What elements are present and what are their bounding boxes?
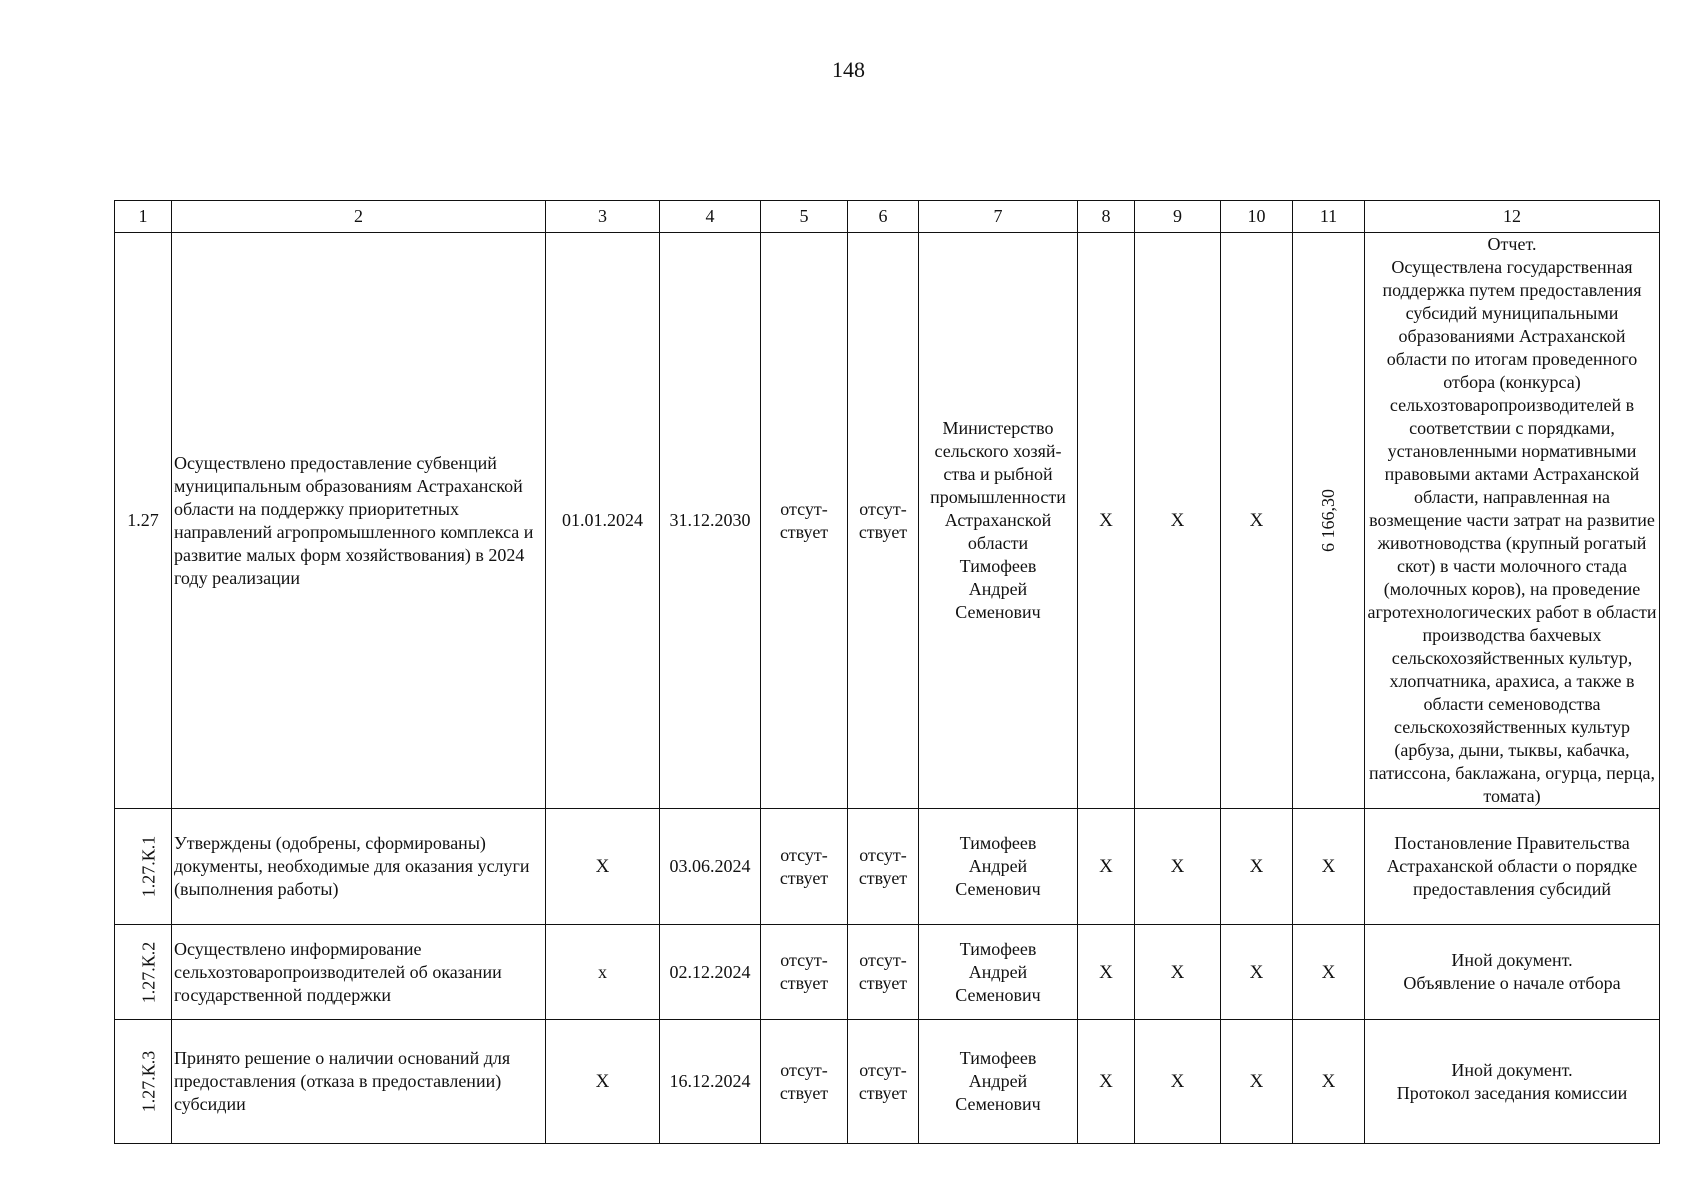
col9-value: X (1135, 233, 1221, 809)
col9-value: X (1135, 809, 1221, 925)
responsible-line: сельского хозяй- (934, 441, 1062, 461)
result-text: Постановление Правительства Астраханской области о порядке предоставления субсидий (1365, 809, 1660, 925)
responsible-line: Министерство (942, 418, 1054, 438)
responsible-line: Андрей (968, 579, 1028, 599)
end-date: 02.12.2024 (660, 925, 761, 1020)
start-date: X (546, 809, 660, 925)
responsible-line: Семенович (955, 1094, 1041, 1114)
header-cell-9: 9 (1135, 201, 1221, 233)
header-cell-7: 7 (919, 201, 1078, 233)
row-id: 1.27 (115, 233, 172, 809)
col6-value: отсут-ствует (848, 925, 919, 1020)
table-row (115, 233, 1660, 809)
responsible-line: Семенович (955, 984, 1041, 1005)
header-cell-1: 1 (115, 201, 172, 233)
header-cell-8: 8 (1078, 201, 1135, 233)
col5-value: отсут-ствует (761, 1020, 848, 1144)
responsible-line: Тимофеев (959, 556, 1037, 576)
event-name: Осуществлено информирование сельхозтоваропроизводителей об оказании государственной поддержки (172, 925, 546, 1020)
end-date: 16.12.2024 (660, 1020, 761, 1144)
row-id-cell (115, 925, 172, 1020)
result-text: Отчет. Осуществлена государственная поддержка путем предоставления субсидий муниципальными образованиями Астраханской области по итогам проведенного отбора (конкурса) сельхозтоваропроизводителей в соответствии с порядками, установленными нормативными правовыми актами Астраханской области, направленная на возмещение части затрат на развитие животноводства (крупный рогатый скот) в части молочного стада (молочных коров), на проведение агротехнологических работ в области производства бахчевых сельскохозяйственных культур, хлопчатника, арахиса, а также в области семеноводства сельскохозяйственных культур (арбуза, дыни, тыквы, кабачка, патиссона, баклажана, огурца, перца, томата) (1365, 233, 1660, 809)
col10-value: X (1221, 233, 1293, 809)
responsible (919, 925, 1078, 1020)
col8-value: X (1078, 809, 1135, 925)
col11-value: X (1293, 925, 1365, 1020)
responsible-line: Семенович (955, 879, 1041, 899)
col5-value: отсут-ствует (761, 809, 848, 925)
header-row (115, 201, 1660, 233)
result-text: Иной документ. Протокол заседания комиссии (1365, 1020, 1660, 1144)
col6-value: отсут-ствует (848, 809, 919, 925)
responsible-line: Астраханской (944, 510, 1052, 530)
col10-value: X (1221, 809, 1293, 925)
col5-value: отсут-ствует (761, 925, 848, 1020)
responsible-line: ства и рыбной (943, 464, 1053, 484)
responsible (919, 1020, 1078, 1144)
responsible-line: Тимофеев (959, 938, 1037, 959)
header-cell-12: 12 (1365, 201, 1660, 233)
header-cell-3: 3 (546, 201, 660, 233)
col9-value: X (1135, 1020, 1221, 1144)
event-name: Осуществлено предоставление субвенций муниципальным образованиям Астраханской области на поддержку приоритетных направлений агропромышленного комплекса и развитие малых форм хозяйствования) в 2024 году реализации (172, 233, 546, 809)
header-cell-5: 5 (761, 201, 848, 233)
table-row (115, 925, 1660, 1020)
responsible-line: промышленности (930, 487, 1066, 507)
col11-value: X (1293, 1020, 1365, 1144)
responsible-line: Семенович (955, 602, 1041, 622)
col8-value: X (1078, 1020, 1135, 1144)
responsible-line: Андрей (968, 961, 1028, 982)
col10-value: X (1221, 925, 1293, 1020)
header-cell-4: 4 (660, 201, 761, 233)
header-cell-6: 6 (848, 201, 919, 233)
row-id: 1.27.К.1 (138, 835, 159, 898)
end-date: 03.06.2024 (660, 809, 761, 925)
plan-table (114, 200, 1660, 1144)
responsible (919, 233, 1078, 809)
responsible-line: Тимофеев (959, 1048, 1037, 1068)
amount-value: 6 166,30 (1318, 489, 1338, 552)
table-row (115, 809, 1660, 925)
row-id: 1.27.К.3 (138, 1050, 159, 1113)
header-cell-11: 11 (1293, 201, 1365, 233)
col9-value: X (1135, 925, 1221, 1020)
start-date: x (546, 925, 660, 1020)
responsible-line: Тимофеев (959, 833, 1037, 853)
event-name: Принято решение о наличии оснований для предоставления (отказа в предоставлении) субсидии (172, 1020, 546, 1144)
col6-value: отсут-ствует (848, 233, 919, 809)
row-id-cell (115, 1020, 172, 1144)
responsible (919, 809, 1078, 925)
result-text: Иной документ. Объявление о начале отбора (1365, 925, 1660, 1020)
col10-value: X (1221, 1020, 1293, 1144)
page-number: 148 (832, 57, 865, 82)
event-name: Утверждены (одобрены, сформированы) документы, необходимые для оказания услуги (выполнения работы) (172, 809, 546, 925)
end-date: 31.12.2030 (660, 233, 761, 809)
responsible-line: области (967, 533, 1029, 553)
start-date: X (546, 1020, 660, 1144)
row-id: 1.27.К.2 (138, 941, 159, 1003)
header-cell-2: 2 (172, 201, 546, 233)
start-date: 01.01.2024 (546, 233, 660, 809)
col8-value: X (1078, 925, 1135, 1020)
col11-value: X (1293, 809, 1365, 925)
col8-value: X (1078, 233, 1135, 809)
col5-value: отсут-ствует (761, 233, 848, 809)
header-cell-10: 10 (1221, 201, 1293, 233)
responsible-line: Андрей (968, 1071, 1028, 1091)
responsible-line: Андрей (968, 856, 1028, 876)
col11-cell (1293, 233, 1365, 809)
row-id-cell (115, 809, 172, 925)
table-row (115, 1020, 1660, 1144)
col6-value: отсут-ствует (848, 1020, 919, 1144)
